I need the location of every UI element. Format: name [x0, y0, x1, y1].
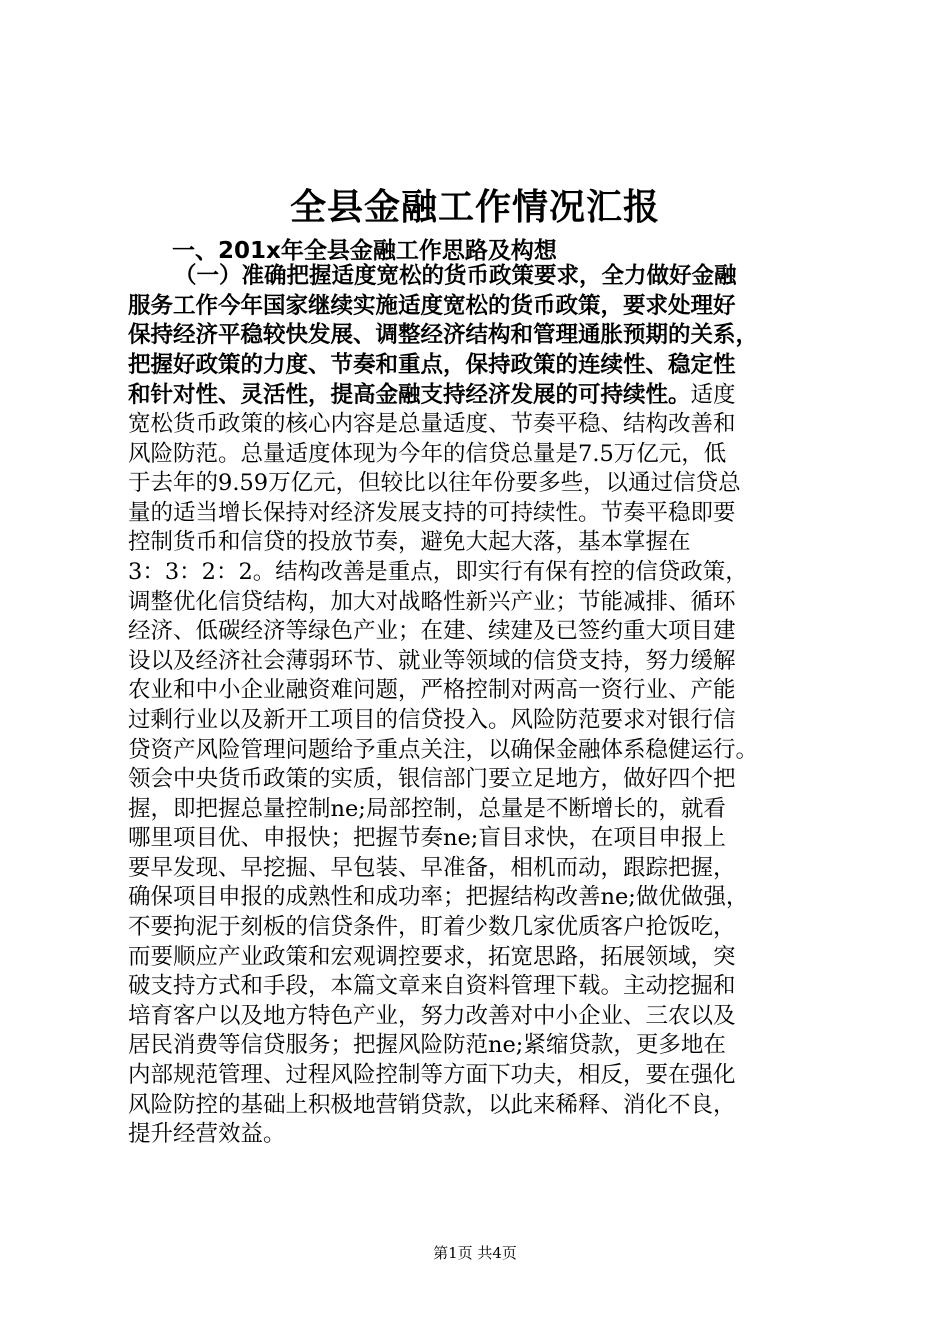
body-line: 风险防范。总量适度体现为今年的信贷总量是7.5万亿元，低 [128, 440, 727, 467]
body-line-bold-part: 和针对性、灵活性，提高金融支持经济发展的可持续性。 [128, 382, 691, 409]
body-line: 设以及经济社会薄弱环节、就业等领域的信贷支持，努力缓解 [128, 647, 736, 674]
body-line: 风险防控的基础上积极地营销贷款，以此来稀释、消化不良， [128, 1091, 736, 1118]
body-line: 握，即把握总量控制ne;局部控制，总量是不断增长的，就看 [128, 795, 726, 822]
body-line: 培育客户以及地方特色产业，努力改善对中小企业、三农以及 [128, 1002, 736, 1029]
body-line: 农业和中小企业融资难问题，严格控制对两高一资行业、产能 [128, 677, 736, 704]
body-line: 确保项目申报的成熟性和成功率；把握结构改善ne;做优做强， [128, 884, 749, 911]
body-line: 而要顺应产业政策和宏观调控要求，拓宽思路，拓展领域，突 [128, 943, 736, 970]
body-line: 量的适当增长保持对经济发展支持的可持续性。节奏平稳即要 [128, 499, 736, 526]
body-line [128, 380, 858, 410]
body-line: 内部规范管理、过程风险控制等方面下功夫，相反，要在强化 [128, 1062, 736, 1089]
page-footer: 第1页 共4页 [433, 1244, 517, 1262]
body-line: 把握好政策的力度、节奏和重点，保持政策的连续性、稳定性 [128, 351, 736, 378]
body-line: 不要拘泥于刻板的信贷条件，盯着少数几家优质客户抢饭吃， [128, 914, 736, 941]
body-line: 哪里项目优、申报快；把握节奏ne;盲目求快，在项目申报上 [128, 825, 726, 852]
body-line: 调整优化信贷结构，加大对战略性新兴产业；节能减排、循环 [128, 588, 736, 615]
body-line: 保持经济平稳较快发展、调整经济结构和管理通胀预期的关系， [128, 322, 759, 349]
body-line: 贷资产风险管理问题给予重点关注，以确保金融体系稳健运行。 [128, 736, 759, 763]
body-line: 领会中央货币政策的实质，银信部门要立足地方，做好四个把 [128, 766, 736, 793]
body-line: 要早发现、早挖掘、早包装、早准备，相机而动，跟踪把握， [128, 854, 736, 881]
document-title: 全县金融工作情况汇报 [289, 186, 660, 228]
body-line: 3：3：2：2。结构改善是重点，即实行有保有控的信贷政策， [128, 558, 748, 585]
body-line: 提升经营效益。 [128, 1121, 286, 1148]
body-line: 过剩行业以及新开工项目的信贷投入。风险防范要求对银行信 [128, 706, 736, 733]
body-line: 居民消费等信贷服务；把握风险防范ne;紧缩贷款，更多地在 [128, 1032, 726, 1059]
body-line: 经济、低碳经济等绿色产业；在建、续建及已签约重大项目建 [128, 618, 736, 645]
body-line: 宽松货币政策的核心内容是总量适度、节奏平稳、结构改善和 [128, 410, 736, 437]
body-line: 于去年的9.59万亿元，但较比以往年份要多些，以通过信贷总 [128, 470, 741, 497]
body-line: （一）准确把握适度宽松的货币政策要求，全力做好金融 [174, 263, 737, 289]
body-line: 服务工作今年国家继续实施适度宽松的货币政策，要求处理好 [128, 292, 736, 319]
body-line-normal-part: 适度 [690, 382, 736, 409]
section-heading: 一、201x年全县金融工作思路及构想 [172, 238, 557, 264]
body-line: 控制货币和信贷的投放节奏，避免大起大落，基本掌握在 [128, 529, 691, 556]
body-text [128, 262, 858, 1150]
body-line: 破支持方式和手段，本篇文章来自资料管理下载。主动挖掘和 [128, 973, 736, 1000]
